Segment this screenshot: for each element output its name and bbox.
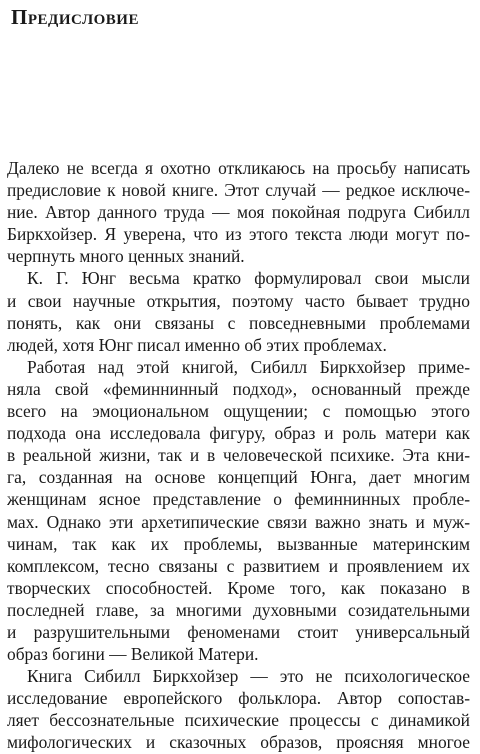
body-text <box>7 157 470 754</box>
text-line: Работая над этой книгой, Сибилл Биркхойзер приме- <box>27 356 470 377</box>
chapter-heading: Предисловие <box>11 5 139 29</box>
text-line: женщинам ясное представление о феминнинных пробле- <box>7 489 470 510</box>
text-line: Книга Сибилл Биркхойзер — это не психологическое <box>27 666 470 687</box>
text-line: понять, как они связаны с повседневными проблемами <box>7 312 470 333</box>
text-line: творческих способностей. Кроме того, как показано в <box>7 577 470 598</box>
text-line: всего на эмоциональном ощущении; с помощью этого <box>7 401 470 422</box>
text-line: подхода она исследовала фигуру, образ и роль матери как <box>7 423 470 444</box>
text-line: мифологических и сказочных образов, проясняя многое <box>7 732 470 753</box>
text-line: последней главе, за многими духовными созидательными <box>7 599 470 620</box>
text-line: мах. Однако эти архетипические связи важно знать и муж- <box>7 511 470 532</box>
text-line: К. Г. Юнг весьма кратко формулировал свои мысли <box>27 268 470 289</box>
text-line: ляет бессознательные психические процессы с динамикой <box>7 710 470 731</box>
text-line: комплексом, тесно связаны с развитием и проявлением их <box>7 555 470 576</box>
text-line: людей, хотя Юнг писал именно об этих проблемах. <box>7 334 387 355</box>
text-line: ние. Автор данного труда — моя покойная подруга Сибилл <box>7 202 470 223</box>
text-line: чинам, так как их проблемы, вызванные материнским <box>7 533 470 554</box>
text-line: Биркхойзер. Я уверена, что из этого текста люди могут по- <box>7 224 470 245</box>
text-line: исследование европейского фольклора. Автор сопостав- <box>7 688 470 709</box>
text-line: няла свой «феминнинный подход», основанный прежде <box>7 378 470 399</box>
text-line: Далеко не всегда я охотно откликаюсь на просьбу написать <box>7 158 470 178</box>
text-line: и разрушительными феноменами стоит универсальный <box>7 621 470 642</box>
text-line: в реальной жизни, так и в человеческой психике. Эта кни- <box>7 445 470 466</box>
text-line: и свои научные открытия, поэтому часто бывает трудно <box>7 290 470 311</box>
text-line: черпнуть много ценных знаний. <box>7 246 245 267</box>
text-line: предисловие к новой книге. Этот случай — редкое исключе- <box>7 180 470 201</box>
text-line: образ богини — Великой Матери. <box>7 644 259 665</box>
text-line: га, созданная на основе концепций Юнга, дает многим <box>7 467 470 488</box>
